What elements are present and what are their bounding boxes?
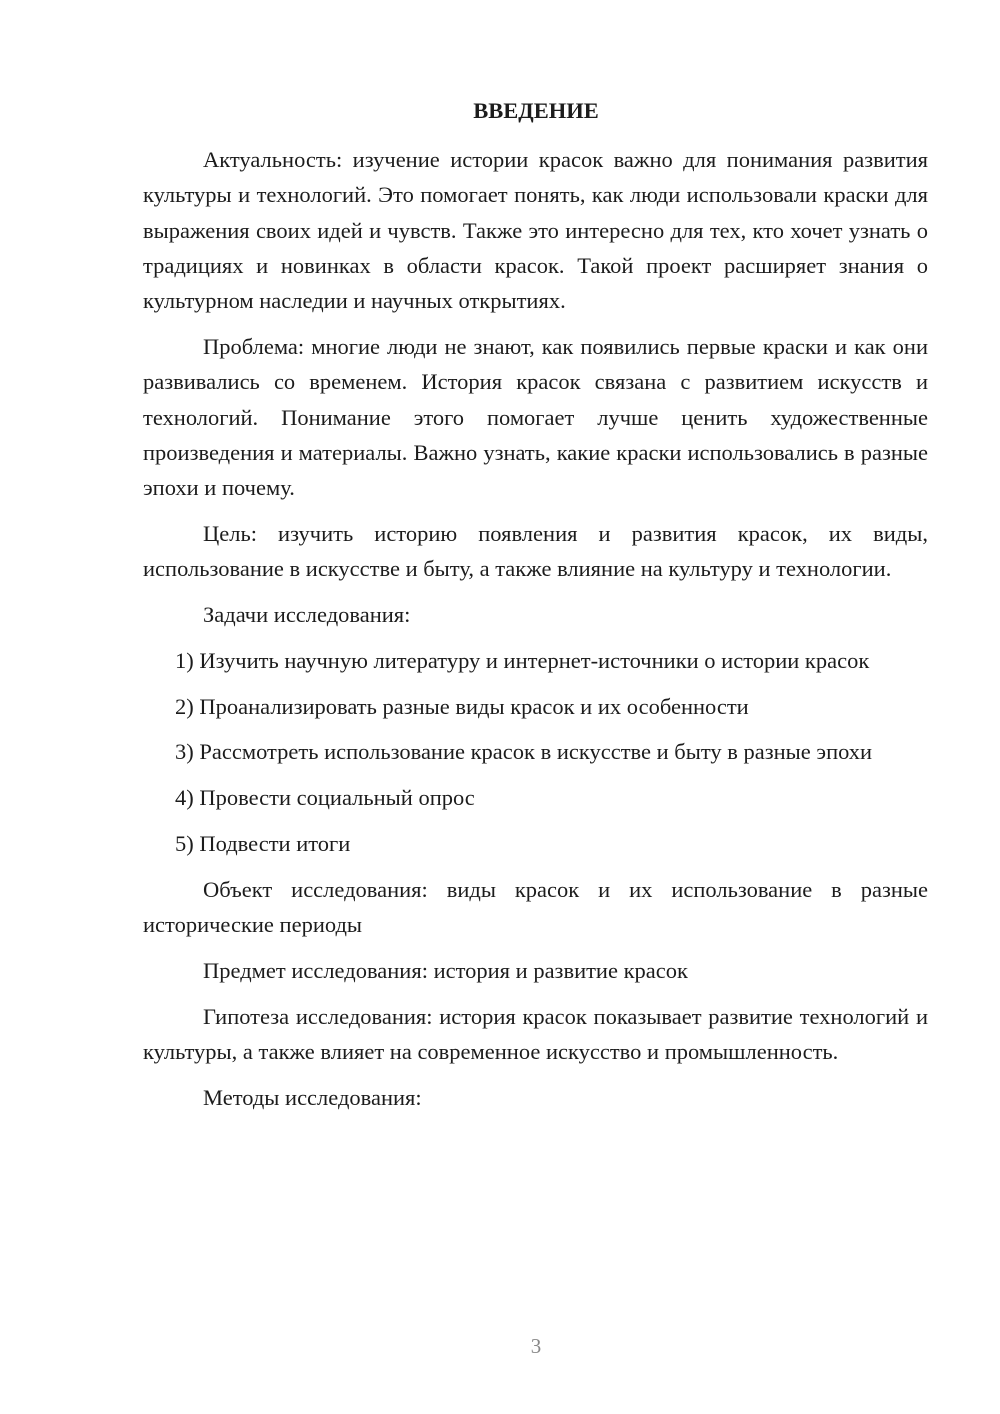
list-item-task-2: 2) Проанализировать разные виды красок и их особенности — [175, 693, 749, 719]
list-item-task-4: 4) Провести социальный опрос — [175, 785, 475, 811]
list-item-task-3: 3) Рассмотреть использование красок в искусстве и быту в разные эпохи — [175, 739, 873, 765]
page-number: 3 — [530, 1334, 542, 1358]
document-body — [143, 142, 928, 1115]
list-item-task-5: 5) Подвести итоги — [175, 831, 351, 857]
paragraph-methods-heading: Методы исследования: — [203, 1084, 422, 1110]
page-title: ВВЕДЕНИЕ — [473, 98, 599, 123]
list-item-task-1: 1) Изучить научную литературу и интернет-источники о истории красок — [175, 647, 870, 673]
paragraph-goal: Цель: изучить историю появления и развития красок, их виды, использование в искусстве и быту, а также влияние на культуру и технологии. — [143, 520, 928, 582]
paragraph-relevance: Актуальность: изучение истории красок важно для понимания развития культуры и технологий. Это помогает понять, как люди использовали краски для выражения своих идей и чувств. Также это интересно для тех, кто хочет узнать о традициях и новинках в области красок. Такой проект расширяет знания о культурном наследии и научных открытиях. — [143, 147, 928, 314]
paragraph-subject: Предмет исследования: история и развитие красок — [203, 957, 688, 983]
paragraph-object: Объект исследования: виды красок и их использование в разные исторические периоды — [143, 876, 928, 938]
paragraph-problem: Проблема: многие люди не знают, как появились первые краски и как они развивались со временем. История красок связана с развитием искусств и технологий. Понимание этого помогает лучше ценить художественные произведения и материалы. Важно узнать, какие краски использовались в разные эпохи и почему. — [143, 333, 928, 501]
paragraph-hypothesis: Гипотеза исследования: история красок показывает развитие технологий и культуры, а также влияет на современное искусство и промышленность. — [143, 1003, 928, 1065]
paragraph-tasks-heading: Задачи исследования: — [203, 602, 411, 628]
